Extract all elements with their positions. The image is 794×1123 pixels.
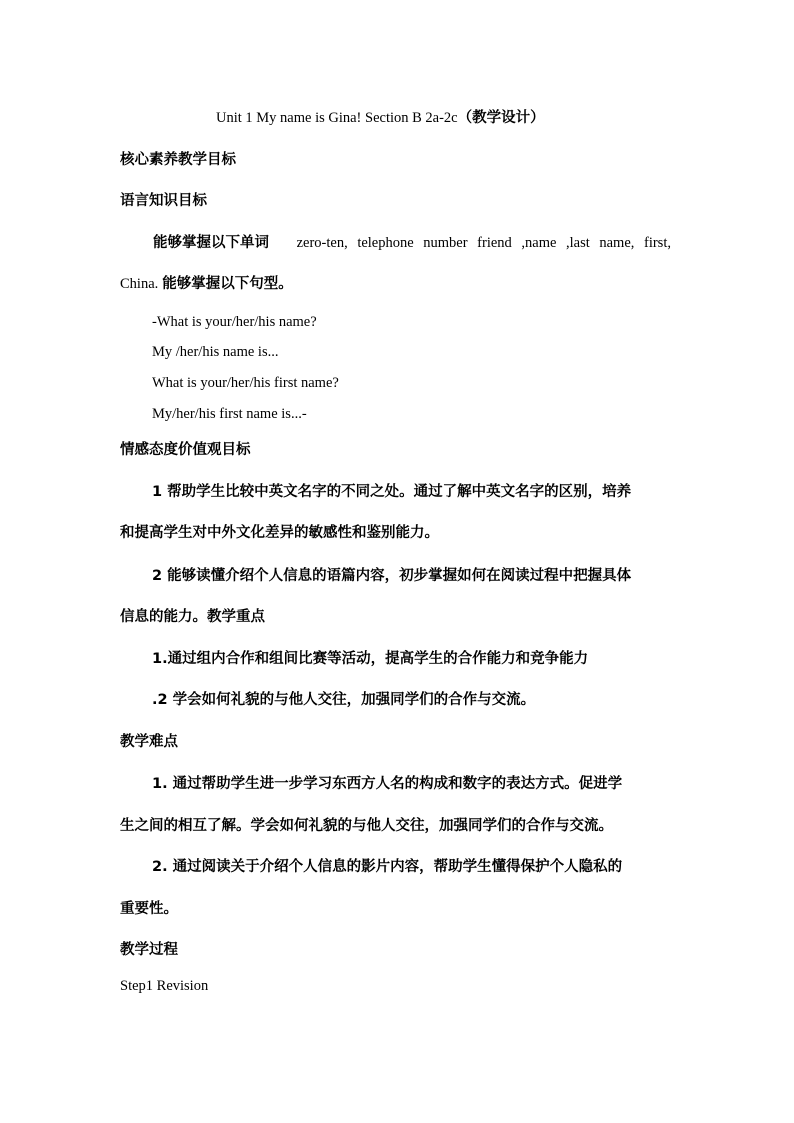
language-line2-text: 能够掌握以下句型。 — [162, 276, 293, 292]
document-title-chinese: （教学设计） — [457, 110, 545, 126]
difficulty-1-line-2: 生之间的相互了解。学会如何礼貌的与他人交往，加强同学们的合作与交流。 — [120, 818, 613, 834]
document-title-english: Unit 1 My name is Gina! Section B 2a-2c — [216, 110, 458, 126]
heading-language-goals: 语言知识目标 — [120, 193, 207, 209]
emotion-paragraph-2-line-1: 2 能够读懂介绍个人信息的语篇内容，初步掌握如何在阅读过程中把握具体 — [152, 568, 632, 584]
key-point-1: 1.通过组内合作和组间比赛等活动，提高学生的合作能力和竞争能力 — [152, 651, 589, 667]
difficulty-2-line-1: 2. 通过阅读关于介绍个人信息的影片内容，帮助学生懂得保护个人隐私的 — [152, 859, 623, 875]
word-item: first, — [644, 235, 671, 251]
word-item: number — [423, 235, 468, 251]
heading-process: 教学过程 — [120, 942, 178, 958]
word-item: zero-ten, — [296, 235, 348, 251]
difficulty-1-line-1: 1. 通过帮助学生进一步学习东西方人名的构成和数字的表达方式。促进学 — [152, 776, 623, 792]
sentence-pattern: My/her/his first name is...- — [152, 406, 307, 422]
document-title — [216, 108, 545, 128]
word-item: friend — [477, 235, 512, 251]
sentence-pattern: What is your/her/his first name? — [152, 375, 339, 391]
word-item: telephone — [357, 235, 414, 251]
word-item: ,name — [521, 235, 557, 251]
sentence-pattern: My /her/his name is... — [152, 344, 279, 360]
heading-emotion-goals: 情感态度价值观目标 — [120, 442, 251, 458]
language-words-line — [153, 233, 671, 253]
emotion-paragraph-1-line-1: 1 帮助学生比较中英文名字的不同之处。通过了解中英文名字的区别，培养 — [152, 484, 632, 500]
emotion-paragraph-1-line-2: 和提高学生对中外文化差异的敏感性和鉴别能力。 — [120, 525, 439, 541]
word-item: ,last — [566, 235, 590, 251]
key-point-2: .2 学会如何礼貌的与他人交往，加强同学们的合作与交流。 — [152, 692, 536, 708]
word-item: name, — [599, 235, 635, 251]
emotion-paragraph-2-line-2: 信息的能力。教学重点 — [120, 609, 265, 625]
language-intro-label: 能够掌握以下单词 — [153, 235, 269, 251]
process-step-1: Step1 Revision — [120, 978, 209, 994]
heading-core-goals: 核心素养教学目标 — [120, 152, 236, 168]
difficulty-2-line-2: 重要性。 — [120, 901, 178, 917]
heading-difficulties: 教学难点 — [120, 734, 178, 750]
sentence-pattern: -What is your/her/his name? — [152, 314, 317, 330]
language-line2-prefix: China. — [120, 276, 159, 292]
language-patterns-intro — [120, 274, 293, 294]
